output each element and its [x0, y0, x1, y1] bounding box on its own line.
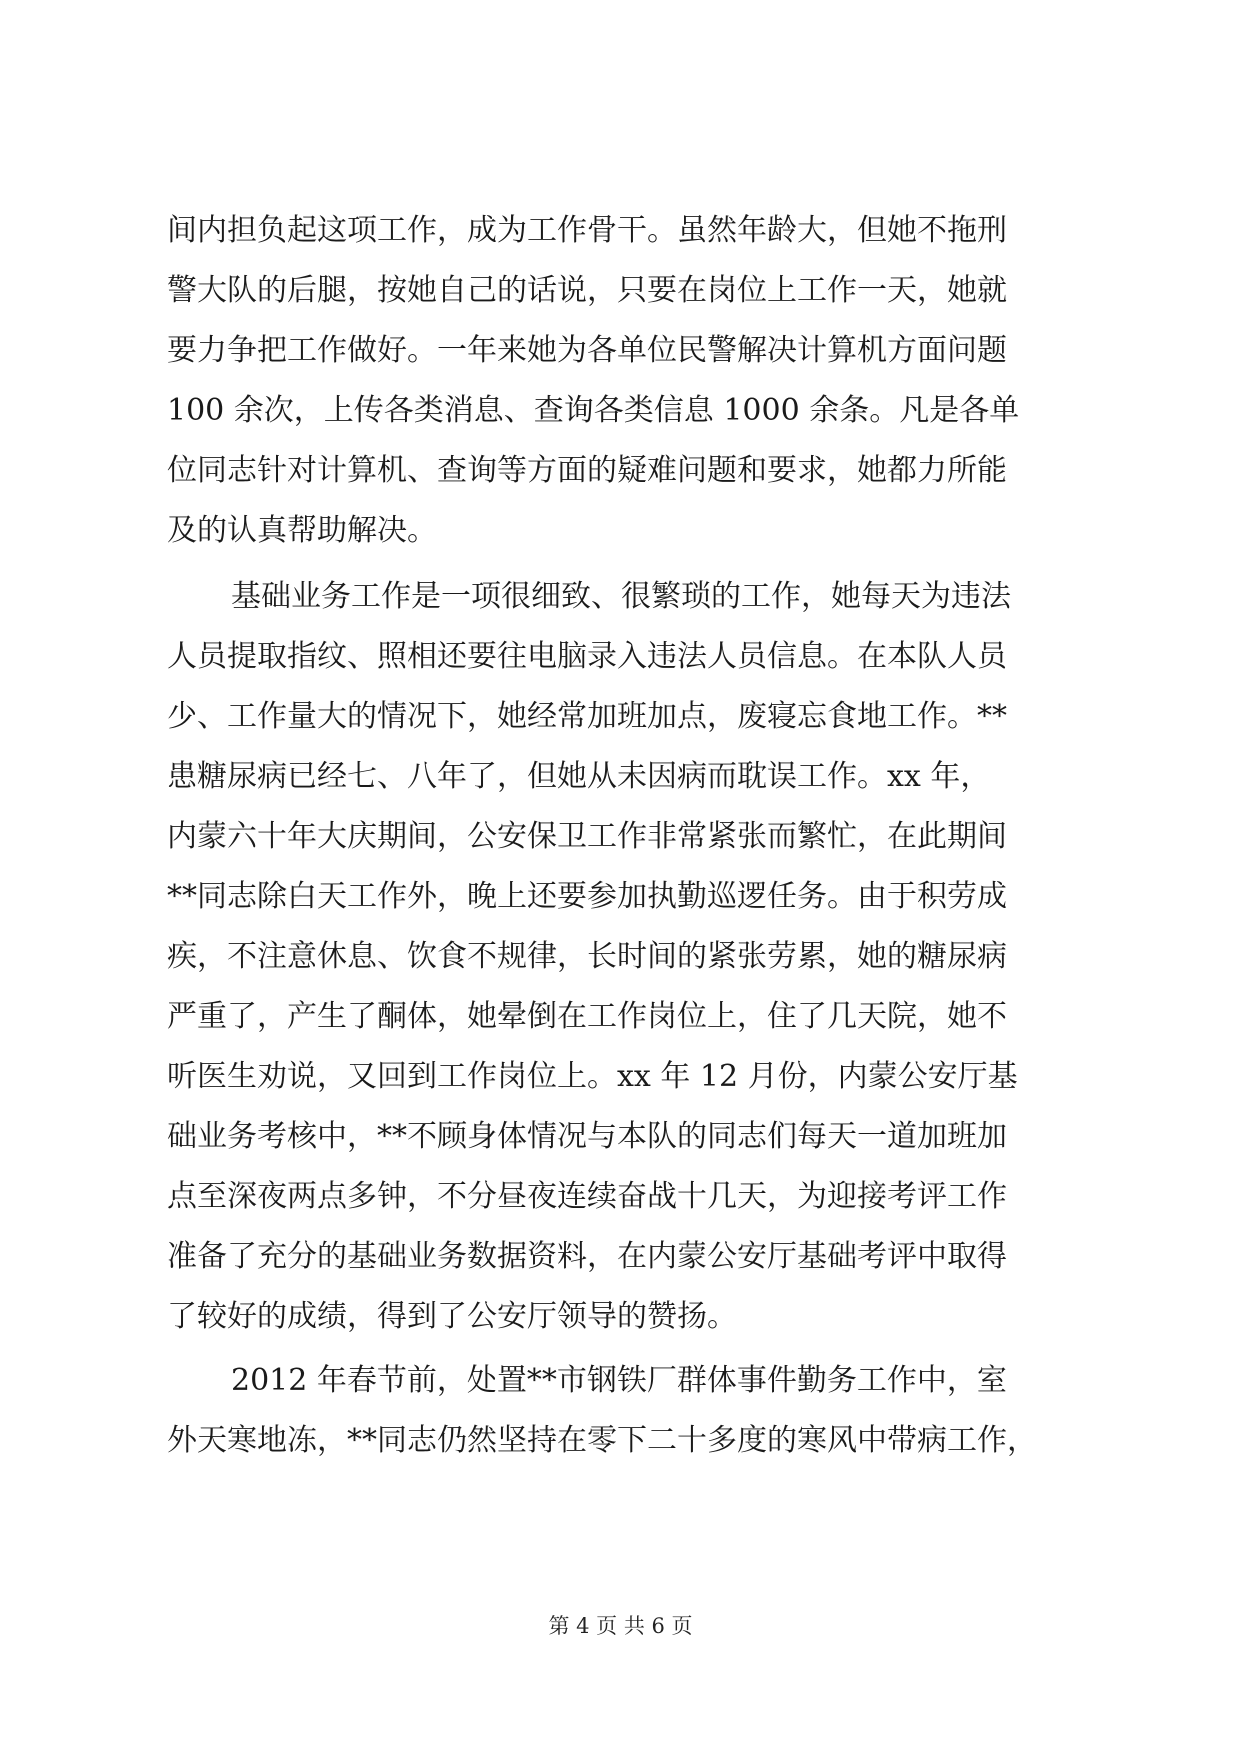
text-line: 要力争把工作做好。一年来她为各单位民警解决计算机方面问题 — [167, 333, 1007, 368]
text-line: 及的认真帮助解决。 — [167, 513, 437, 548]
text-line: 人员提取指纹、照相还要往电脑录入违法人员信息。在本队人员 — [167, 639, 1007, 674]
text-line: 准备了充分的基础业务数据资料，在内蒙公安厅基础考评中取得 — [167, 1239, 1007, 1274]
text-line: 础业务考核中，**不顾身体情况与本队的同志们每天一道加班加 — [167, 1119, 1007, 1154]
text-line: 患糖尿病已经七、八年了，但她从未因病而耽误工作。xx 年， — [167, 759, 991, 794]
text-line: 疾，不注意休息、饮食不规律，长时间的紧张劳累，她的糖尿病 — [167, 939, 1007, 974]
paragraph-first-line: 基础业务工作是一项很细致、很繁琐的工作，她每天为违法 — [231, 579, 1011, 614]
text-line: 内蒙六十年大庆期间，公安保卫工作非常紧张而繁忙，在此期间 — [167, 819, 1007, 854]
page-footer: 第 4 页 共 6 页 — [548, 1614, 693, 1638]
text-line: 严重了，产生了酮体，她晕倒在工作岗位上，住了几天院，她不 — [167, 999, 1007, 1034]
text-line: 100 余次，上传各类消息、查询各类信息 1000 余条。凡是各单 — [167, 393, 1020, 428]
text-line: 了较好的成绩，得到了公安厅领导的赞扬。 — [167, 1299, 737, 1334]
paragraph-first-line: 2012 年春节前，处置**市钢铁厂群体事件勤务工作中，室 — [231, 1363, 1007, 1398]
text-line: 点至深夜两点多钟，不分昼夜连续奋战十几天，为迎接考评工作 — [167, 1179, 1007, 1214]
text-line: 间内担负起这项工作，成为工作骨干。虽然年龄大，但她不拖刑 — [167, 213, 1007, 248]
text-line: 位同志针对计算机、查询等方面的疑难问题和要求，她都力所能 — [167, 453, 1007, 488]
text-line: 外天寒地冻，**同志仍然坚持在零下二十多度的寒风中带病工作， — [167, 1423, 1037, 1458]
text-line: 听医生劝说，又回到工作岗位上。xx 年 12 月份，内蒙公安厅基 — [167, 1059, 1018, 1094]
text-line: 警大队的后腿，按她自己的话说，只要在岗位上工作一天，她就 — [167, 273, 1007, 308]
text-line: **同志除白天工作外，晚上还要参加执勤巡逻任务。由于积劳成 — [167, 879, 1007, 914]
text-line: 少、工作量大的情况下，她经常加班加点，废寝忘食地工作。** — [167, 699, 1007, 734]
